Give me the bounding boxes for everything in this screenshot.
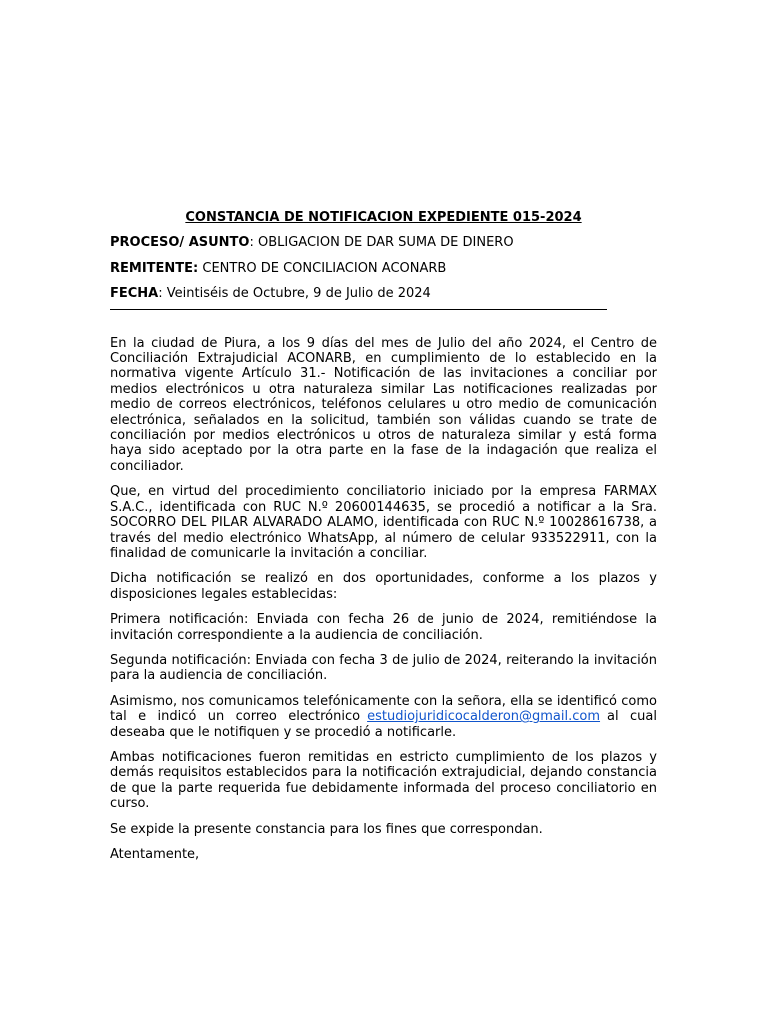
paragraph-notifications: Dicha notificación se realizó en dos oportunidades, conforme a los plazos y disposiciones legales establecidas: bbox=[110, 571, 657, 602]
document-title: CONSTANCIA DE NOTIFICACION EXPEDIENTE 015-2024 bbox=[185, 210, 582, 225]
document-body bbox=[110, 336, 657, 863]
paragraph-email-contact bbox=[110, 694, 657, 740]
paragraph-issued: Se expide la presente constancia para los fines que correspondan. bbox=[110, 821, 543, 837]
paragraph-compliance: Ambas notificaciones fueron remitidas en estricto cumplimiento de los plazos y demás requisitos establecidos para la notificación extrajudicial, dejando constancia de que la parte requerida fue debidamente informada del proceso conciliatorio en curso. bbox=[110, 749, 657, 812]
paragraph-procedure: Que, en virtud del procedimiento conciliatorio iniciado por la empresa FARMAX S.A.C., identificada con RUC N.º 20600144635, se procedió a notificar a la Sra. SOCORRO DEL PILAR ALVARADO ALAMO, identificada con RUC N.º 10028616738, a través del medio electrónico WhatsApp, al número de celular 933522911, con la finalidad de comunicarle la invitación a conciliar. bbox=[110, 484, 657, 561]
remitente-value: CENTRO DE CONCILIACION ACONARB bbox=[198, 260, 447, 276]
paragraph-first-notification: Primera notificación: Enviada con fecha 26 de junio de 2024, remitiéndose la invitación correspondiente a la audiencia de conciliación. bbox=[110, 612, 657, 643]
paragraph-second-notification: Segunda notificación: Enviada con fecha 3 de julio de 2024, reiterando la invitación para la audiencia de conciliación. bbox=[110, 652, 657, 684]
email-link[interactable]: estudiojuridicocalderon@gmail.com bbox=[367, 709, 601, 725]
remitente-field bbox=[110, 261, 657, 276]
closing-text: Atentamente, bbox=[110, 847, 200, 862]
paragraph-intro: En la ciudad de Piura, a los 9 días del mes de Julio del año 2024, el Centro de Conciliación Extrajudicial ACONARB, en cumplimiento de lo establecido en la normativa vigente Artículo 31.- Notificación de las invitaciones a conciliar por medios electrónicos u otra naturaleza similar Las notificaciones realizadas por medio de correos electrónicos, teléfonos celulares u otro medio de comunicación electrónica, señalados en la solicitud, también son válidas cuando se trate de conciliación por medios electrónicos u otros de naturaleza similar y está forma haya sido aceptado por la otra parte en la fase de la indagación que realiza el conciliador. bbox=[110, 335, 657, 474]
proceso-label: PROCESO/ ASUNTO bbox=[110, 235, 250, 251]
proceso-field bbox=[110, 235, 657, 250]
email-contact-text-before: Asimismo, nos comunicamos telefónicamente con la señora, ella se identificó como tal e indicó un correo electrónico bbox=[110, 693, 657, 725]
header-divider bbox=[110, 309, 607, 310]
fecha-field bbox=[110, 286, 657, 301]
document-page bbox=[110, 210, 657, 872]
fecha-value: : Veintiséis de Octubre, 9 de Julio de 2024 bbox=[158, 286, 431, 302]
proceso-value: : OBLIGACION DE DAR SUMA DE DINERO bbox=[249, 235, 514, 251]
remitente-label: REMITENTE: bbox=[110, 260, 199, 276]
email-contact-text-after: al cual deseaba que le notifiquen y se procedió a notificarle. bbox=[110, 709, 657, 740]
fecha-label: FECHA bbox=[110, 286, 159, 302]
